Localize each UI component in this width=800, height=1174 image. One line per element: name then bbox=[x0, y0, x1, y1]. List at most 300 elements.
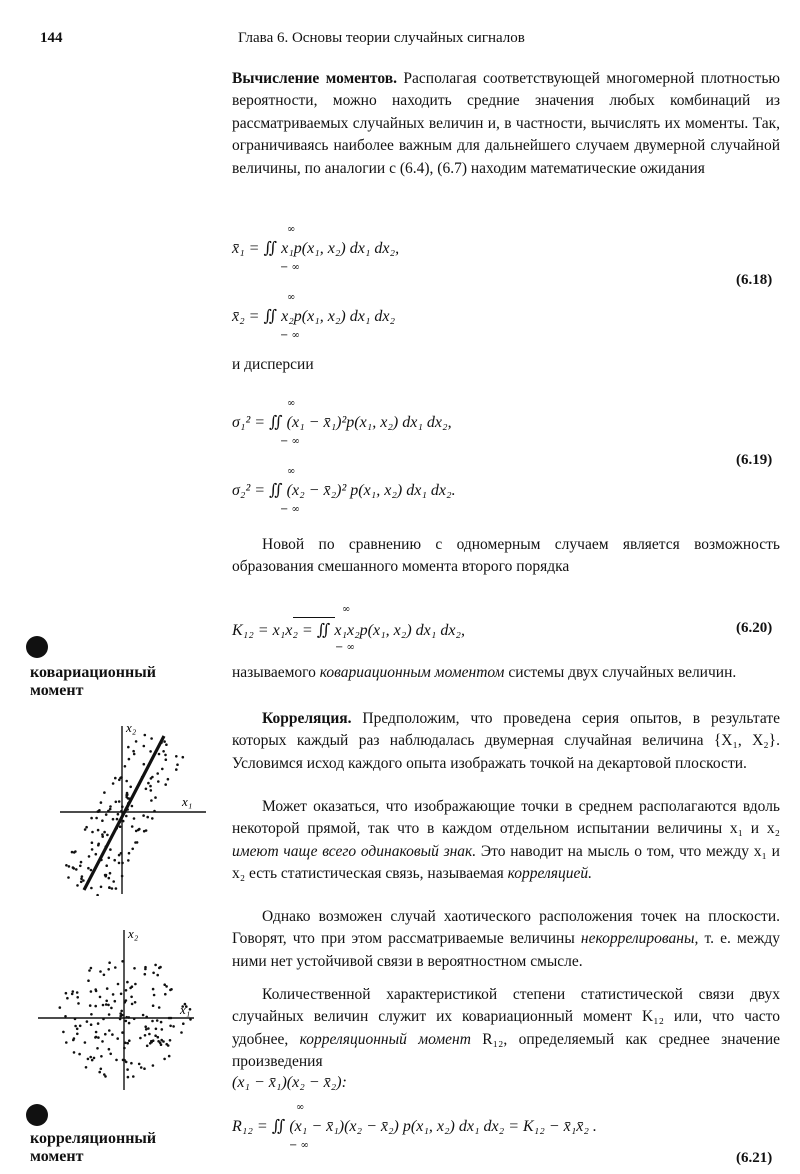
scatter-point bbox=[100, 801, 103, 804]
scatter-point bbox=[112, 782, 115, 785]
scatter-point bbox=[127, 746, 130, 749]
scatter-point bbox=[125, 999, 128, 1002]
scatter-point bbox=[89, 1004, 92, 1007]
scatter-point bbox=[104, 1075, 107, 1078]
scatter-point bbox=[131, 825, 134, 828]
scatter-point bbox=[101, 1040, 104, 1043]
scatter-point bbox=[62, 1031, 65, 1034]
scatter-point bbox=[120, 810, 123, 813]
scatter-point bbox=[71, 993, 74, 996]
scatter-point bbox=[127, 859, 130, 862]
scatter-point bbox=[124, 1042, 127, 1045]
scatter-point bbox=[144, 966, 147, 969]
scatter-point bbox=[182, 756, 185, 759]
scatter-point bbox=[65, 1041, 68, 1044]
scatter-point bbox=[154, 964, 157, 967]
scatter-point bbox=[145, 829, 148, 832]
scatter-point bbox=[67, 876, 70, 879]
scatter-point bbox=[150, 777, 153, 780]
margin-label-correlation: корреляционный момент bbox=[30, 1130, 157, 1165]
equation-6-20: K₁₂ = x₁x₂ = ∬ x₁x₂p(x₁, x₂) dx₁ dx₂, bbox=[232, 622, 465, 639]
heading-moments: Вычисление моментов. bbox=[232, 70, 397, 87]
scatter-point bbox=[88, 969, 91, 972]
scatter-point bbox=[117, 983, 120, 986]
text: R₁₂, определяемый как среднее значение произведения bbox=[232, 1030, 780, 1071]
scatter-point bbox=[136, 787, 139, 790]
scatter-point bbox=[152, 1004, 155, 1007]
paragraph-text: Предположим, что проведена серия опытов, в результате которых каждый раз наблюдалась двумерная случайная величина {X₁, X₂}. Условимся исход каждого опыта изображать точкой на декартовой плоскости. bbox=[232, 710, 780, 772]
scatter-point bbox=[111, 887, 114, 890]
scatter-point bbox=[176, 763, 179, 766]
scatter-point bbox=[189, 1018, 192, 1021]
scatter-point bbox=[87, 1058, 90, 1061]
scatter-point bbox=[101, 819, 104, 822]
scatter-point bbox=[152, 1064, 155, 1067]
scatter-point bbox=[84, 828, 87, 831]
equation-6-21-pre: (x₁ − x̄₁)(x₂ − x̄₂): bbox=[232, 1074, 347, 1091]
scatter-point bbox=[150, 789, 153, 792]
equation-6-21: R₁₂ = ∬ (x₁ − x̄₁)(x₂ − x̄₂) p(x₁, x₂) dx₁ dx₂ = K₁₂ − x̄₁x̄₂ . bbox=[232, 1118, 597, 1135]
scatter-point bbox=[130, 996, 133, 999]
scatter-point bbox=[105, 813, 108, 816]
chapter-title: Глава 6. Основы теории случайных сигналов bbox=[238, 30, 525, 46]
scatter-point bbox=[126, 808, 129, 811]
text-and-variances: и дисперсии bbox=[232, 356, 314, 373]
scatter-point bbox=[100, 1068, 103, 1071]
scatter-point bbox=[145, 788, 148, 791]
scatter-point bbox=[143, 745, 146, 748]
scatter-point bbox=[180, 1031, 183, 1034]
limit-upper: ∞ bbox=[287, 292, 296, 303]
scatter-point bbox=[96, 1047, 99, 1050]
limit-lower: − ∞ bbox=[280, 436, 300, 447]
scatter-point bbox=[133, 1018, 136, 1021]
scatter-point bbox=[108, 1029, 111, 1032]
scatter-point bbox=[162, 1040, 165, 1043]
scatter-point bbox=[102, 1004, 105, 1007]
margin-label-covariance: ковариационный момент bbox=[30, 664, 156, 699]
scatter-point bbox=[90, 869, 93, 872]
scatter-point bbox=[127, 1076, 130, 1079]
equation-number-6-20: (6.20) bbox=[736, 620, 773, 636]
scatter-point bbox=[142, 814, 145, 817]
scatter-point bbox=[108, 1048, 111, 1051]
scatter-point bbox=[123, 1047, 126, 1050]
scatter-point bbox=[108, 877, 111, 880]
scatter-point bbox=[160, 741, 163, 744]
scatter-point bbox=[77, 1002, 80, 1005]
scatter-point bbox=[72, 990, 75, 993]
scatter-point bbox=[153, 994, 156, 997]
scatter-point bbox=[91, 841, 94, 844]
scatter-point bbox=[130, 1062, 133, 1065]
scatter-point bbox=[120, 993, 123, 996]
scatter-point bbox=[133, 753, 136, 756]
emphasis: имеют чаще всего одинаковый знак. bbox=[232, 842, 477, 860]
scatter-point bbox=[88, 855, 91, 858]
scatter-point bbox=[97, 843, 100, 846]
scatter-point bbox=[150, 799, 153, 802]
scatter-point bbox=[79, 865, 82, 868]
scatter-point bbox=[143, 1067, 146, 1070]
scatter-point bbox=[65, 864, 68, 867]
scatter-point bbox=[76, 1028, 79, 1031]
scatter-point bbox=[175, 768, 178, 771]
scatter-point bbox=[76, 996, 79, 999]
scatter-point bbox=[156, 1019, 159, 1022]
scatter-point bbox=[79, 1025, 82, 1028]
scatter-point bbox=[109, 805, 112, 808]
scatter-point bbox=[98, 1071, 101, 1074]
scatter-point bbox=[129, 786, 132, 789]
scatter-point bbox=[131, 805, 134, 808]
scatter-point bbox=[114, 777, 117, 780]
scatter-point bbox=[64, 1015, 67, 1018]
equation-number-6-18: (6.18) bbox=[736, 272, 773, 288]
scatter-point bbox=[99, 970, 102, 973]
scatter-point bbox=[168, 1017, 171, 1020]
text: Количественной характеристикой степени статистической связи двух случайных величин служит их ковариационный момент K₁₂ или, что часто удобнее, bbox=[232, 986, 780, 1048]
scatter-point bbox=[97, 1036, 100, 1039]
scatter-point bbox=[156, 974, 159, 977]
limit-lower: − ∞ bbox=[289, 1140, 309, 1151]
scatter-point bbox=[131, 985, 134, 988]
scatter-point bbox=[84, 1041, 87, 1044]
scatter-point bbox=[164, 993, 167, 996]
scatter-point bbox=[110, 1007, 113, 1010]
scatter-point bbox=[75, 868, 78, 871]
limit-lower: − ∞ bbox=[335, 642, 355, 653]
heading-correlation: Корреляция. bbox=[262, 710, 352, 727]
scatter-point bbox=[104, 874, 107, 877]
regression-line bbox=[84, 736, 164, 890]
text: Может оказаться, что изображающие точки в среднем располагаются вдоль некоторой прямой, так что в каждом отдельном испытании величины x₁ и x₂ bbox=[232, 798, 780, 838]
scatter-point bbox=[73, 851, 76, 854]
scatter-point bbox=[95, 817, 98, 820]
scatter-point bbox=[152, 988, 155, 991]
scatter-point bbox=[153, 810, 156, 813]
scatter-point bbox=[103, 791, 106, 794]
scatter-point bbox=[114, 1000, 117, 1003]
bullet-dot-icon bbox=[26, 636, 48, 658]
paragraph-text: Располагая соответствующей многомерной плотностью вероятности, можно находить средние значения любых комбинаций из рассматриваемых случайных величин и, в частности, вычислять их моменты. Так, ограничиваясь наиболее важным для дальнейшего случаем двумерной случайной величины, по аналогии с (6.4), (6.7) находим математические ожидания bbox=[232, 70, 780, 177]
scatter-point bbox=[106, 834, 109, 837]
scatter-point bbox=[131, 848, 134, 851]
scatter-point bbox=[115, 827, 118, 830]
scatter-point bbox=[95, 853, 98, 856]
term-correlation-moment: корреляционный момент bbox=[299, 1030, 471, 1048]
scatter-point bbox=[158, 753, 161, 756]
scatter-point bbox=[117, 813, 120, 816]
scatter-point bbox=[157, 780, 160, 783]
scatter-point bbox=[72, 866, 75, 869]
scatter-point bbox=[128, 852, 131, 855]
scatter-point bbox=[126, 1042, 129, 1045]
scatter-point bbox=[122, 820, 125, 823]
scatter-point bbox=[103, 831, 106, 834]
scatter-point bbox=[119, 1015, 122, 1018]
scatter-point bbox=[74, 1018, 77, 1021]
scatter-point bbox=[112, 818, 115, 821]
scatter-point bbox=[152, 972, 155, 975]
scatter-point bbox=[128, 1039, 131, 1042]
scatter-point bbox=[139, 1037, 142, 1040]
scatter-point bbox=[125, 989, 128, 992]
scatter-point bbox=[100, 1055, 103, 1058]
scatter-point bbox=[120, 1010, 123, 1013]
scatter-point bbox=[113, 859, 116, 862]
scatter-point bbox=[165, 743, 168, 746]
scatter-point bbox=[76, 991, 79, 994]
scatter-point bbox=[132, 750, 135, 753]
bullet-dot-icon bbox=[26, 1104, 48, 1126]
scatter-point bbox=[172, 1025, 175, 1028]
scatter-point bbox=[126, 792, 129, 795]
scatter-point bbox=[137, 829, 140, 832]
paragraph-correlation-moment bbox=[232, 984, 780, 1074]
scatter-point bbox=[73, 1051, 76, 1054]
scatter-point bbox=[162, 750, 165, 753]
scatter-point bbox=[157, 1036, 160, 1039]
limit-upper: ∞ bbox=[287, 466, 296, 477]
scatter-point bbox=[121, 875, 124, 878]
scatter-point bbox=[90, 887, 93, 890]
scatter-point bbox=[169, 1025, 172, 1028]
scatter-point bbox=[112, 993, 115, 996]
scatter-point bbox=[126, 1068, 129, 1071]
paragraph-correlation bbox=[232, 708, 780, 775]
scatter-point bbox=[85, 826, 88, 829]
scatter-point bbox=[158, 967, 161, 970]
scatter-point bbox=[133, 967, 136, 970]
scatter-point bbox=[144, 1034, 147, 1037]
scatter-point bbox=[102, 1018, 105, 1021]
scatter-point bbox=[140, 1066, 143, 1069]
scatter-point bbox=[80, 881, 83, 884]
scatter-point bbox=[101, 833, 104, 836]
overline bbox=[293, 617, 335, 618]
scatter-point bbox=[89, 1056, 92, 1059]
scatter-correlated-figure bbox=[60, 716, 220, 896]
scatter-point bbox=[154, 796, 157, 799]
scatter-point bbox=[90, 1013, 93, 1016]
text: Это наводит на мысль о том, что между x₁ и x₂ есть статистическая связь, называемая bbox=[232, 842, 780, 883]
scatter-point bbox=[127, 802, 130, 805]
scatter-point bbox=[76, 884, 79, 887]
scatter-point bbox=[118, 854, 121, 857]
equation-number-6-19: (6.19) bbox=[736, 452, 773, 468]
limit-upper: ∞ bbox=[296, 1102, 305, 1113]
scatter-point bbox=[128, 1022, 131, 1025]
scatter-point bbox=[138, 1063, 141, 1066]
scatter-point bbox=[96, 894, 99, 896]
scatter-point bbox=[144, 973, 147, 976]
scatter-point bbox=[97, 829, 100, 832]
limit-upper: ∞ bbox=[287, 398, 296, 409]
scatter-point bbox=[125, 1020, 128, 1023]
scatter-point bbox=[95, 1031, 98, 1034]
axis-label-x2: x₂ bbox=[128, 926, 139, 941]
scatter-point bbox=[150, 1040, 153, 1043]
scatter-point bbox=[146, 1045, 149, 1048]
scatter-point bbox=[74, 1025, 77, 1028]
scatter-point bbox=[93, 1057, 96, 1060]
scatter-point bbox=[156, 772, 159, 775]
axis-label-x2: x₂ bbox=[126, 720, 137, 735]
scatter-point bbox=[147, 1027, 150, 1030]
scatter-point bbox=[59, 1006, 62, 1009]
scatter-point bbox=[124, 765, 127, 768]
scatter-point bbox=[128, 1016, 131, 1019]
scatter-point bbox=[87, 979, 90, 982]
scatter-point bbox=[108, 1013, 111, 1016]
scatter-point bbox=[109, 1053, 112, 1056]
scatter-point bbox=[161, 1028, 164, 1031]
text: т. е. между ними нет устойчивой связи в вероятностном смысле. bbox=[232, 930, 780, 970]
scatter-point bbox=[94, 1005, 97, 1008]
scatter-point bbox=[108, 857, 111, 860]
paragraph-moments bbox=[232, 68, 780, 180]
scatter-point bbox=[104, 1033, 107, 1036]
scatter-point bbox=[154, 1034, 157, 1037]
scatter-uncorrelated-figure bbox=[38, 924, 208, 1094]
scatter-point bbox=[108, 886, 111, 889]
scatter-point bbox=[90, 967, 93, 970]
scatter-point bbox=[132, 1075, 135, 1078]
equation-6-18-line2: x̄₂ = ∬ x₂p(x₁, x₂) dx₁ dx₂ bbox=[232, 308, 396, 325]
scatter-point bbox=[114, 966, 117, 969]
scatter-point bbox=[68, 865, 71, 868]
scatter-point bbox=[145, 1016, 148, 1019]
scatter-point bbox=[66, 997, 69, 1000]
scatter-point bbox=[163, 1058, 166, 1061]
scatter-point bbox=[123, 1059, 126, 1062]
scatter-point bbox=[109, 872, 112, 875]
scatter-point bbox=[118, 800, 121, 803]
scatter-point bbox=[149, 785, 152, 788]
scatter-point bbox=[106, 987, 109, 990]
scatter-point bbox=[91, 1059, 94, 1062]
scatter-point bbox=[94, 988, 97, 991]
scatter-point bbox=[167, 1044, 170, 1047]
scatter-point bbox=[109, 808, 112, 811]
equation-6-18-line1: x̄₁ = ∬ x₁p(x₁, x₂) dx₁ dx₂, bbox=[232, 240, 400, 257]
scatter-point bbox=[170, 988, 173, 991]
scatter-point bbox=[107, 968, 110, 971]
scatter-point bbox=[151, 1020, 154, 1023]
scatter-point bbox=[86, 1020, 89, 1023]
scatter-point bbox=[150, 737, 153, 740]
scatter-point bbox=[131, 1003, 134, 1006]
scatter-point bbox=[121, 862, 124, 865]
scatter-point bbox=[105, 864, 108, 867]
scatter-point bbox=[167, 778, 170, 781]
scatter-point bbox=[128, 797, 131, 800]
scatter-point bbox=[149, 750, 152, 753]
scatter-point bbox=[125, 780, 128, 783]
scatter-point bbox=[99, 996, 102, 999]
scatter-point bbox=[121, 1031, 124, 1034]
scatter-point bbox=[161, 768, 164, 771]
scatter-point bbox=[144, 1025, 147, 1028]
limit-lower: − ∞ bbox=[280, 262, 300, 273]
scatter-point bbox=[105, 845, 108, 848]
scatter-point bbox=[87, 867, 90, 870]
scatter-point bbox=[109, 848, 112, 851]
scatter-point bbox=[115, 801, 118, 804]
scatter-point bbox=[115, 887, 118, 890]
paragraph-linear-points bbox=[232, 796, 780, 886]
scatter-point bbox=[155, 1028, 158, 1031]
scatter-point bbox=[160, 1021, 163, 1024]
scatter-point bbox=[135, 740, 138, 743]
term-covariance-moment: ковариационным моментом bbox=[319, 664, 505, 681]
scatter-point bbox=[85, 1066, 88, 1069]
scatter-point bbox=[100, 886, 103, 889]
scatter-point bbox=[134, 841, 137, 844]
scatter-point bbox=[142, 1014, 145, 1017]
scatter-point bbox=[91, 848, 94, 851]
scatter-point bbox=[116, 818, 119, 821]
equation-6-19-line1: σ₁² = ∬ (x₁ − x̄₁)²p(x₁, x₂) dx₁ dx₂, bbox=[232, 414, 452, 431]
scatter-point bbox=[128, 758, 131, 761]
scatter-point bbox=[82, 879, 85, 882]
limit-upper: ∞ bbox=[342, 604, 351, 615]
scatter-point bbox=[146, 816, 149, 819]
scatter-point bbox=[72, 1039, 75, 1042]
scatter-point bbox=[151, 817, 154, 820]
scatter-point bbox=[90, 990, 93, 993]
scatter-point bbox=[100, 859, 103, 862]
scatter-point bbox=[108, 961, 111, 964]
scatter-points bbox=[59, 960, 192, 1078]
scatter-point bbox=[148, 1033, 151, 1036]
scatter-point bbox=[119, 825, 122, 828]
page-header bbox=[40, 30, 760, 50]
equation-6-19-line2: σ₂² = ∬ (x₂ − x̄₂)² p(x₁, x₂) dx₁ dx₂. bbox=[232, 482, 456, 499]
scatter-point bbox=[164, 754, 167, 757]
scatter-point bbox=[118, 821, 121, 824]
text: системы двух случайных величин. bbox=[504, 664, 737, 681]
scatter-point bbox=[115, 1059, 118, 1062]
limit-lower: − ∞ bbox=[280, 504, 300, 515]
scatter-point bbox=[121, 805, 124, 808]
scatter-point bbox=[105, 1003, 108, 1006]
scatter-point bbox=[80, 861, 83, 864]
paragraph-covariance bbox=[232, 662, 780, 684]
scatter-point bbox=[71, 851, 74, 854]
scatter-point bbox=[164, 783, 167, 786]
scatter-point bbox=[143, 763, 146, 766]
scatter-point bbox=[118, 862, 121, 865]
scatter-point bbox=[90, 817, 93, 820]
scatter-point bbox=[126, 981, 129, 984]
scatter-point bbox=[103, 974, 106, 977]
text: называемого bbox=[232, 664, 320, 681]
scatter-point bbox=[116, 1037, 119, 1040]
scatter-point bbox=[141, 776, 144, 779]
scatter-point bbox=[90, 1023, 93, 1026]
scatter-point bbox=[163, 740, 166, 743]
scatter-point bbox=[134, 983, 137, 986]
scatter-point bbox=[147, 782, 150, 785]
scatter-point bbox=[97, 1022, 100, 1025]
scatter-point bbox=[169, 1039, 172, 1042]
scatter-point bbox=[125, 815, 128, 818]
scatter-point bbox=[182, 1022, 185, 1025]
scatter-point bbox=[78, 1053, 81, 1056]
scatter-point bbox=[112, 880, 115, 883]
